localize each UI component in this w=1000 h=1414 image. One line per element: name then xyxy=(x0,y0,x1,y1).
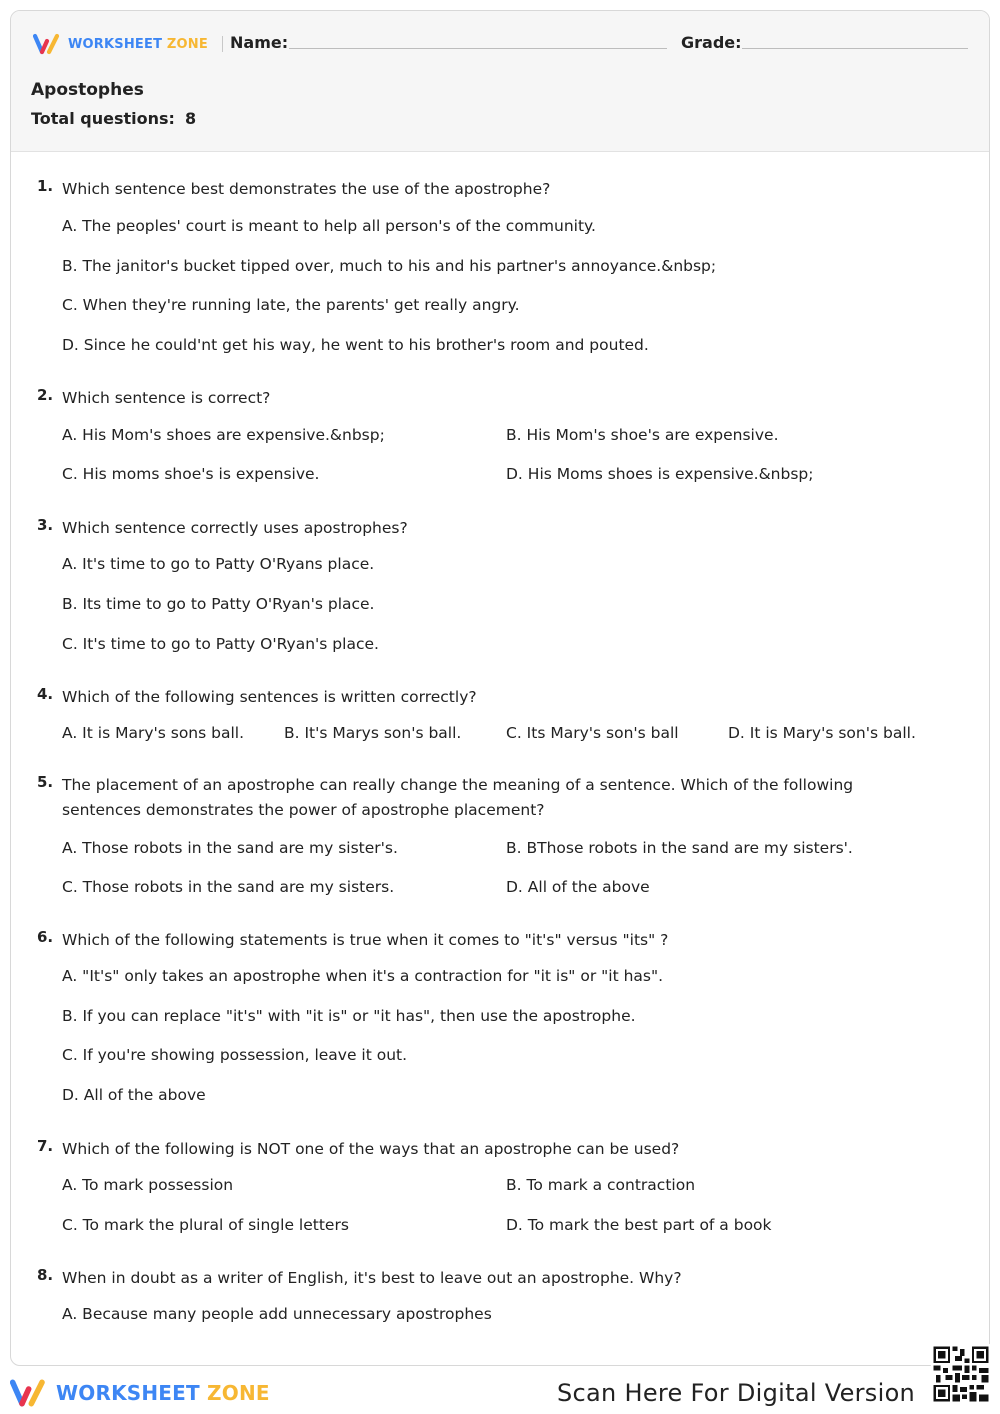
option-a[interactable]: A. To mark possession xyxy=(62,1176,234,1194)
question-number: 7. xyxy=(37,1137,54,1155)
question-text: Which sentence correctly uses apostrophes? xyxy=(62,519,408,537)
scan-digital-version-text: Scan Here For Digital Version xyxy=(557,1379,916,1407)
option-d[interactable]: D. All of the above xyxy=(62,1086,206,1104)
name-label: Name: xyxy=(230,33,289,52)
question-number: 1. xyxy=(37,177,54,195)
option-a[interactable]: A. It is Mary's sons ball. xyxy=(62,724,245,742)
option-b[interactable]: B. His Mom's shoe's are expensive. xyxy=(506,426,779,444)
question-text: Which of the following statements is true when it comes to "it's" versus "its" ? xyxy=(62,931,669,949)
option-d[interactable]: D. To mark the best part of a book xyxy=(506,1216,772,1234)
worksheetzone-logo-icon xyxy=(33,33,63,55)
option-c[interactable]: C. Its Mary's son's ball xyxy=(506,724,679,742)
option-b[interactable]: B. Its time to go to Patty O'Ryan's place. xyxy=(62,595,375,613)
option-a[interactable]: A. It's time to go to Patty O'Ryans place. xyxy=(62,555,375,573)
option-a[interactable]: A. Because many people add unnecessary apostrophes xyxy=(62,1305,492,1323)
question-text: Which of the following sentences is written correctly? xyxy=(62,688,477,706)
question-text: The placement of an apostrophe can really change the meaning of a sentence. Which of the following sentences demonstrates the power of apostrophe placement? xyxy=(62,776,854,819)
option-a[interactable]: A. Those robots in the sand are my sister's. xyxy=(62,839,398,857)
worksheet-card xyxy=(10,10,990,1366)
question-number: 8. xyxy=(37,1266,54,1284)
option-c[interactable]: C. To mark the plural of single letters xyxy=(62,1216,349,1234)
brand-logo xyxy=(33,33,237,55)
option-a[interactable]: A. "It's" only takes an apostrophe when it's a contraction for "it is" or "it has". xyxy=(62,967,664,985)
option-c[interactable]: C. It's time to go to Patty O'Ryan's place. xyxy=(62,635,379,653)
question-number: 6. xyxy=(37,928,54,946)
option-c[interactable]: C. When they're running late, the parents' get really angry. xyxy=(62,296,520,314)
question-text: Which sentence is correct? xyxy=(62,389,271,407)
worksheetzone-logo-icon xyxy=(10,1377,50,1409)
footer-brand-name: WORKSHEET ZONE xyxy=(56,1381,270,1405)
option-d[interactable]: D. All of the above xyxy=(506,878,650,896)
option-a[interactable]: A. The peoples' court is meant to help all person's of the community. xyxy=(62,217,596,235)
worksheet-header xyxy=(11,11,989,152)
option-c[interactable]: C. If you're showing possession, leave it out. xyxy=(62,1046,408,1064)
option-b[interactable]: B. To mark a contraction xyxy=(506,1176,696,1194)
option-a[interactable]: A. His Mom's shoes are expensive.&nbsp; xyxy=(62,426,385,444)
question-text: When in doubt as a writer of English, it's best to leave out an apostrophe. Why? xyxy=(62,1269,682,1287)
question-number: 5. xyxy=(37,773,54,791)
option-c[interactable]: C. His moms shoe's is expensive. xyxy=(62,465,320,483)
option-d[interactable]: D. It is Mary's son's ball. xyxy=(728,724,916,742)
question-number: 4. xyxy=(37,685,54,703)
worksheet-title: Apostophes xyxy=(31,80,144,100)
option-b[interactable]: B. If you can replace "it's" with "it is" or "it has", then use the apostrophe. xyxy=(62,1007,636,1025)
option-d[interactable]: D. His Moms shoes is expensive.&nbsp; xyxy=(506,465,814,483)
grade-label: Grade: xyxy=(681,33,742,52)
brand-name: WORKSHEET ZONE xyxy=(68,36,208,52)
total-questions: Total questions: 8 xyxy=(31,109,197,128)
question-text: Which of the following is NOT one of the ways that an apostrophe can be used? xyxy=(62,1140,680,1158)
footer-brand-logo xyxy=(10,1377,270,1409)
name-field[interactable] xyxy=(289,48,667,49)
question-number: 3. xyxy=(37,516,54,534)
option-b[interactable]: B. It's Marys son's ball. xyxy=(284,724,462,742)
question-number: 2. xyxy=(37,386,54,404)
option-b[interactable]: B. The janitor's bucket tipped over, much to his and his partner's annoyance.&nbsp; xyxy=(62,257,717,275)
option-c[interactable]: C. Those robots in the sand are my sisters. xyxy=(62,878,395,896)
option-d[interactable]: D. Since he could'nt get his way, he went to his brother's room and pouted. xyxy=(62,336,649,354)
header-divider xyxy=(222,36,223,52)
grade-field[interactable] xyxy=(742,48,968,49)
total-questions-value: 8 xyxy=(184,109,197,128)
option-b[interactable]: B. BThose robots in the sand are my sisters'. xyxy=(506,839,853,857)
question-text: Which sentence best demonstrates the use of the apostrophe? xyxy=(62,180,551,198)
qr-code-icon[interactable] xyxy=(931,1344,991,1404)
